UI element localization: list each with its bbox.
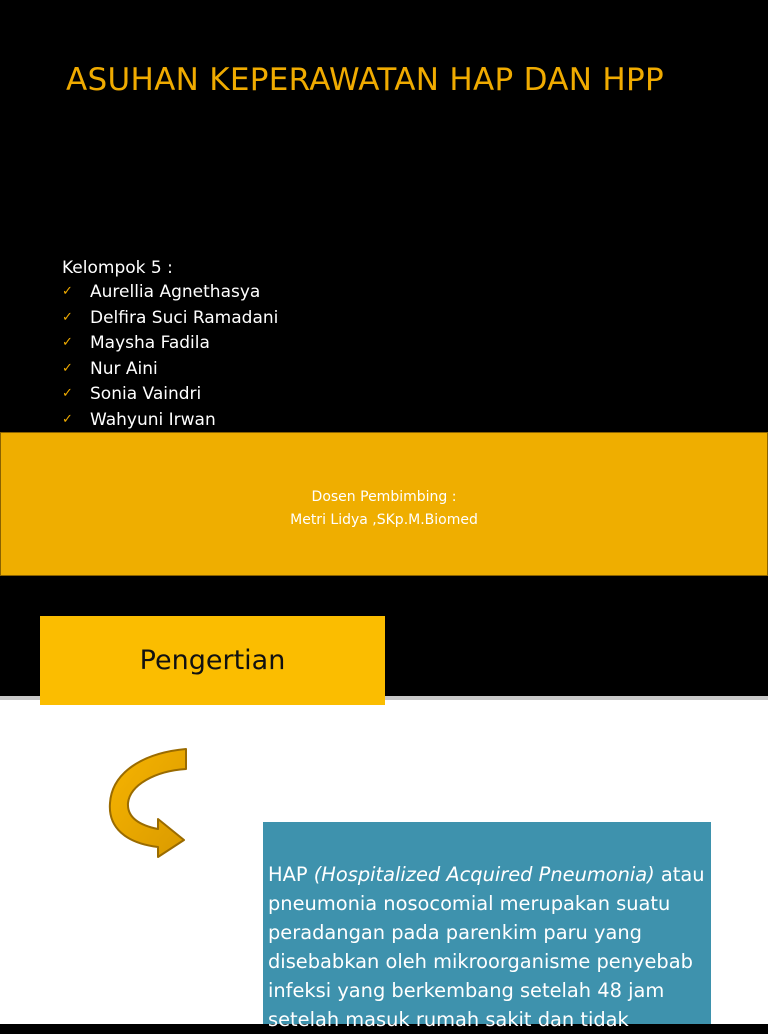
list-item [62, 280, 278, 306]
slide-title: ASUHAN KEPERAWATAN HAP DAN HPP [66, 62, 664, 98]
definition-term: HAP [268, 863, 308, 886]
check-icon: ✓ [62, 284, 73, 299]
lecturer-label: Dosen Pembimbing : [311, 489, 457, 505]
definition-body: atau pneumonia nosocomial merupakan suatu peradangan pada parenkim paru yang disebabkan oleh mikroorganisme penyebab infeksi yang berkembang setelah 48 jam setelah masuk rumah sakit dan tidak [268, 863, 705, 1031]
section-heading: Pengertian [139, 645, 286, 676]
group-section [62, 256, 278, 434]
member-name: Nur Aini [90, 358, 158, 379]
definition-text [268, 860, 708, 1034]
list-item [62, 408, 278, 434]
check-icon: ✓ [62, 360, 73, 376]
member-list [62, 280, 278, 434]
definition-term-full: (Hospitalized Acquired Pneumonia) [313, 863, 655, 886]
check-icon: ✓ [62, 309, 73, 325]
member-name: Aurellia Agnethasya [90, 282, 261, 302]
list-item [62, 306, 278, 332]
member-name: Sonia Vaindri [90, 384, 202, 405]
curved-arrow-icon [100, 745, 192, 863]
heading-box [40, 616, 385, 705]
lecturer-name: Metri Lidya ,SKp.M.Biomed [290, 512, 478, 528]
list-item [62, 331, 278, 357]
list-item [62, 382, 278, 408]
definition-box [263, 822, 711, 1031]
list-item [62, 357, 278, 383]
group-label: Kelompok 5 : [62, 258, 173, 278]
check-icon: ✓ [62, 335, 73, 351]
check-icon: ✓ [62, 386, 73, 402]
member-name: Delfira Suci Ramadani [90, 307, 279, 328]
check-icon: ✓ [62, 411, 73, 427]
lecturer-info [1, 486, 767, 532]
member-name: Maysha Fadila [90, 333, 210, 354]
member-name: Wahyuni Irwan [90, 409, 216, 430]
lecturer-band [0, 432, 768, 576]
